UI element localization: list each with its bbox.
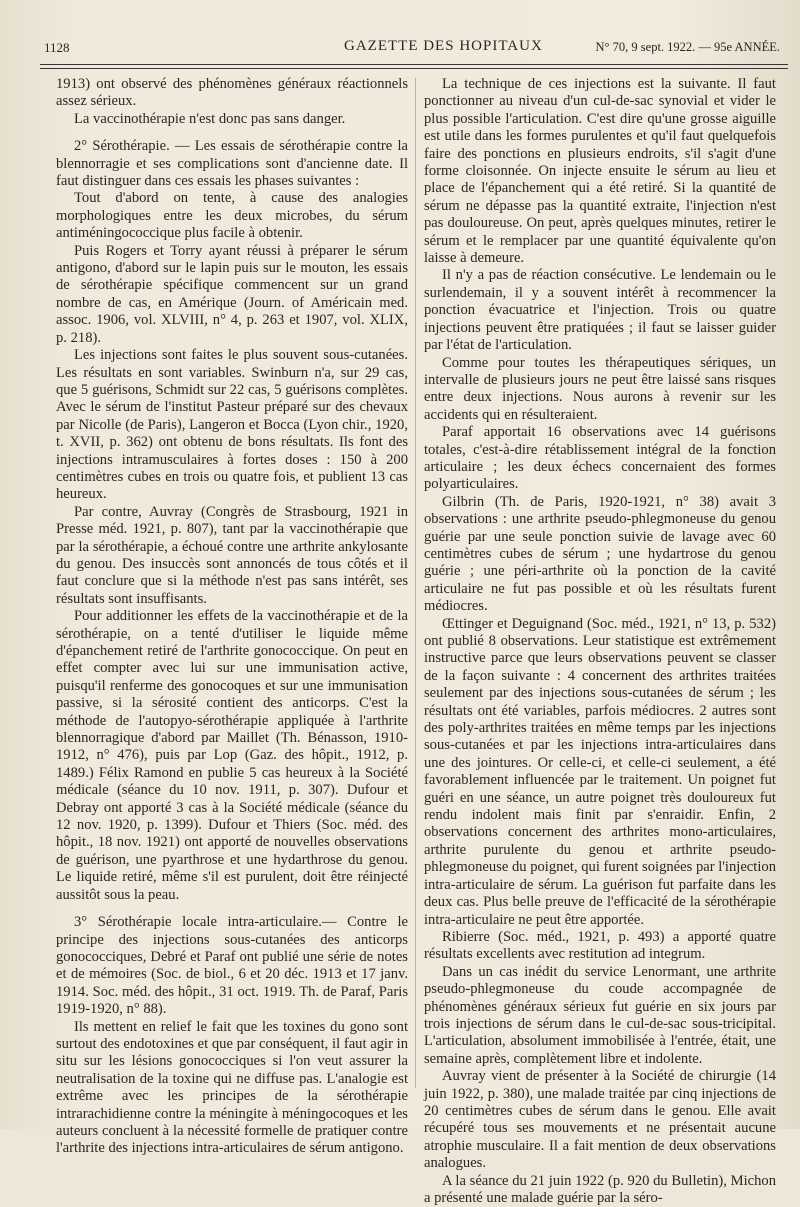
paragraph: Auvray vient de présenter à la Société de chirurgie (14 juin 1922, p. 380), une malade traitée par cinq injections de 20 centimètres cubes de sérum dans le genou. Elle avait récupéré tous ses mouvements et ne présentait aucune atrophie musculaire. Il a fait mention de deux observations analogues. — [424, 1068, 776, 1172]
paragraph: Par contre, Auvray (Congrès de Strasbourg, 1921 in Presse méd. 1921, p. 807), tant par la vaccinothérapie que par la sérothérapie, a échoué contre une arthrite ankylosante du genou. Des insuccès sont annoncés de tous côtés et il faut conclure que si la méthode n'est pas sans intérêt, ses résultats sont insuffisants. — [56, 503, 408, 607]
page-header — [44, 38, 780, 60]
section-serotherapie: 2° Sérothérapie. — Les essais de sérothérapie contre la blennorragie et ses complications sont d'ancienne date. Il faut distinguer dans ces essais les phases suivantes : — [56, 138, 408, 190]
paragraph: La vaccinothérapie n'est donc pas sans danger. — [74, 110, 346, 127]
section-intra-articulaire: 3° Sérothérapie locale intra-articulaire.— Contre le principe des injections sous-cutanées des anticorps gonococciques, Debré et Paraf ont publié une série de notes et de mémoires (Soc. de biol., 6 et 20 déc. 1913 et 17 janv. 1914. Soc. méd. des hôpit., 31 oct. 1919. Th. de Paraf, Paris 1919-1920, n° 88). — [56, 914, 408, 1018]
paragraph: Les injections sont faites le plus souvent sous-cutanées. Les résultats en sont variables. Swinburn n'a, sur 29 cas, que 5 guérisons, Schmidt sur 22 cas, 5 guérisons complètes. Avec le sérum de l'institut Pasteur préparé sur des chevaux par Nicolle (de Paris), Langeron et Bocca (Lyon chir., 1920, t. XVII, p. 362) ont obtenu de bons résultats. Ils font des injections intramusculaires à fortes doses : 150 à 200 centimètres cubes en trois ou quatre fois, et publient 13 cas heureux. — [56, 347, 408, 503]
paragraph: Il n'y a pas de réaction consécutive. Le lendemain ou le surlendemain, il y a souvent intérêt à recommencer la ponction évacuatrice et l'injection. Trois ou quatre injections peuvent être pratiquées ; il faut se laisser guider par l'état de l'articulation. — [424, 267, 776, 354]
paragraph: Ils mettent en relief le fait que les toxines du gono sont surtout des endotoxines et que par conséquent, il faut agir in situ sur les lésions gonococciques si l'on veut assurer la neutralisation de la toxine qui ne diffuse pas. L'analogie est extrême avec les principes de la sérothérapie intrarachidienne contre la méningite à méningocoques et les auteurs concluent à la nécessité formelle de pratiquer contre l'arthrite des injections intra-articulaires de sérum antigono. — [56, 1018, 408, 1157]
header-rule — [40, 64, 788, 65]
paragraph: 1913) ont observé des phénomènes généraux réactionnels assez sérieux. — [56, 76, 408, 110]
paragraph: Comme pour toutes les thérapeutiques sériques, un intervalle de plusieurs jours ne peut être laissé sans risques entre deux injections. Nous aurons à revenir sur les accidents qui en résulteraient. — [424, 354, 776, 423]
page-number: 1128 — [44, 40, 70, 55]
paragraph: Gilbrin (Th. de Paris, 1920-1921, n° 38) avait 3 observations : une arthrite pseudo-phlegmoneuse du genou guérie par une seule ponction suivie de lavage avec 60 centimètres cubes de sérum ; une hydartrose du genou guérie ; une péri-arthrite où la ponction de la cavité articulaire ne fut pas possible et où les résultats furent médiocres. — [424, 493, 776, 615]
paragraph: Tout d'abord on tente, à cause des analogies morphologiques entre les deux microbes, du sérum antiméningococcique plus facile à obtenir. — [56, 190, 408, 242]
paragraph: A la séance du 21 juin 1922 (p. 920 du Bulletin), Michon a présenté une malade guérie par la séro- — [424, 1172, 776, 1206]
column-divider — [415, 78, 416, 1088]
paragraph: Œttinger et Deguignand (Soc. méd., 1921, n° 13, p. 532) ont publié 8 observations. Leur statistique est extrêmement instructive parce que leurs observations peuvent se classer de la façon suivante : 4 concernent des arthrites traitées seulement par des injections sous-cutanées de sérum ; les résultats ont été variables, parfois médiocres. 2 autres sont des poly-arthrites traitées en même temps par les injections sous-cutanées et par les injections intra-articulaires dans une des jointures. Or celle-ci, et celle-ci seulement, a été favorablement influencée par le traitement. Un poignet fut guéri en une séance, un autre poignet très douloureux fut rendu indolent mais finit par s'enraidir. Enfin, 2 observations concernent des arthrites mono-articulaires, arthrite purulente du genou et arthrite pseudo-phlegmoneuse du poignet, qui furent soignées par l'injection intra-articulaire de sérum. La guérison fut parfaite dans les deux cas. Plus belle preuve de l'efficacité de la sérothérapie intra-articulaire ne peut être apportée. — [424, 615, 776, 928]
paragraph: Paraf apportait 16 observations avec 14 guérisons totales, c'est-à-dire rétablissement intégral de la fonction articulaire ; les deux échecs concernaient des formes polyarticulaires. — [424, 424, 776, 493]
paragraph: La technique de ces injections est la suivante. Il faut ponctionner au niveau d'un cul-de-sac synovial et vider le plus possible l'articulation. C'est dire qu'une grosse aiguille est utile dans les formes purulentes et qu'il faut quelquefois faire des ponctions en plusieurs endroits, s'il s'agit d'une forme cloisonnée. On injecte ensuite le sérum au lieu et place de l'épanchement qui a été retiré. Si la quantité de sérum ne dépasse pas la quantité extraite, l'injection n'est pas douloureuse. On peut, après quelques minutes, retirer le sérum et le remplacer par une quantité équivalente qu'on laisse à demeure. — [424, 76, 776, 267]
paragraph: Pour additionner les effets de la vaccinothérapie et de la sérothérapie, on a tenté d'utiliser le liquide même d'épanchement retiré de l'arthrite gonococcique. On peut en effet compter avec lui sur une immunisation active, puisqu'il renferme des gonocoques et sur une immunisation passive, si la sérosité contient des anticorps. C'est la méthode de l'autopyo-sérothérapie appliquée à l'arthrite blennorragique d'abord par Maillet (Th. Bénasson, 1910-1912, n° 476), puis par Lop (Gaz. des hôpit., 1912, p. 1489.) Félix Ramond en publie 5 cas heureux à la Société médicale (séance du 10 nov. 1911, p. 307). Dufour et Debray ont apporté 3 cas à la Société médicale (séance du 12 nov. 1920, p. 1399). Dufour et Thiers (Soc. méd. des hôpit., 18 nov. 1921) ont apporté de nouvelles observations de guérison, une pyarthrose et une hydarthrose du genou. Le liquide retiré, même s'il est purulent, doit être réinjecté aussitôt sous la peau. — [56, 608, 408, 903]
journal-title: GAZETTE DES HOPITAUX — [344, 38, 543, 54]
issue-info: N° 70, 9 sept. 1922. — 95e ANNÉE. — [595, 40, 780, 54]
right-column — [424, 76, 776, 1206]
left-column — [56, 76, 408, 1157]
paragraph: Dans un cas inédit du service Lenormant, une arthrite pseudo-phlegmoneuse du coude accompagnée de phénomènes généraux sérieux fut guérie en six jours par trois injections de sérum dans le cul-de-sac sous-tricipital. L'articulation, absolument immobilisée à l'entrée, était, une semaine après, complètement libre et indolente. — [424, 963, 776, 1067]
paragraph: Puis Rogers et Torry ayant réussi à préparer le sérum antigono, d'abord sur le lapin puis sur le mouton, les essais de sérothérapie spécifique commencent sur un grand nombre de cas, en Amérique (Journ. of Américain med. assoc. 1906, vol. XLVIII, n° 4, p. 263 et 1907, vol. XLIX, p. 218). — [56, 242, 408, 346]
header-rule-thin — [40, 68, 788, 69]
paragraph: Ribierre (Soc. méd., 1921, p. 493) a apporté quatre résultats excellents avec restitution ad integrum. — [424, 928, 776, 963]
